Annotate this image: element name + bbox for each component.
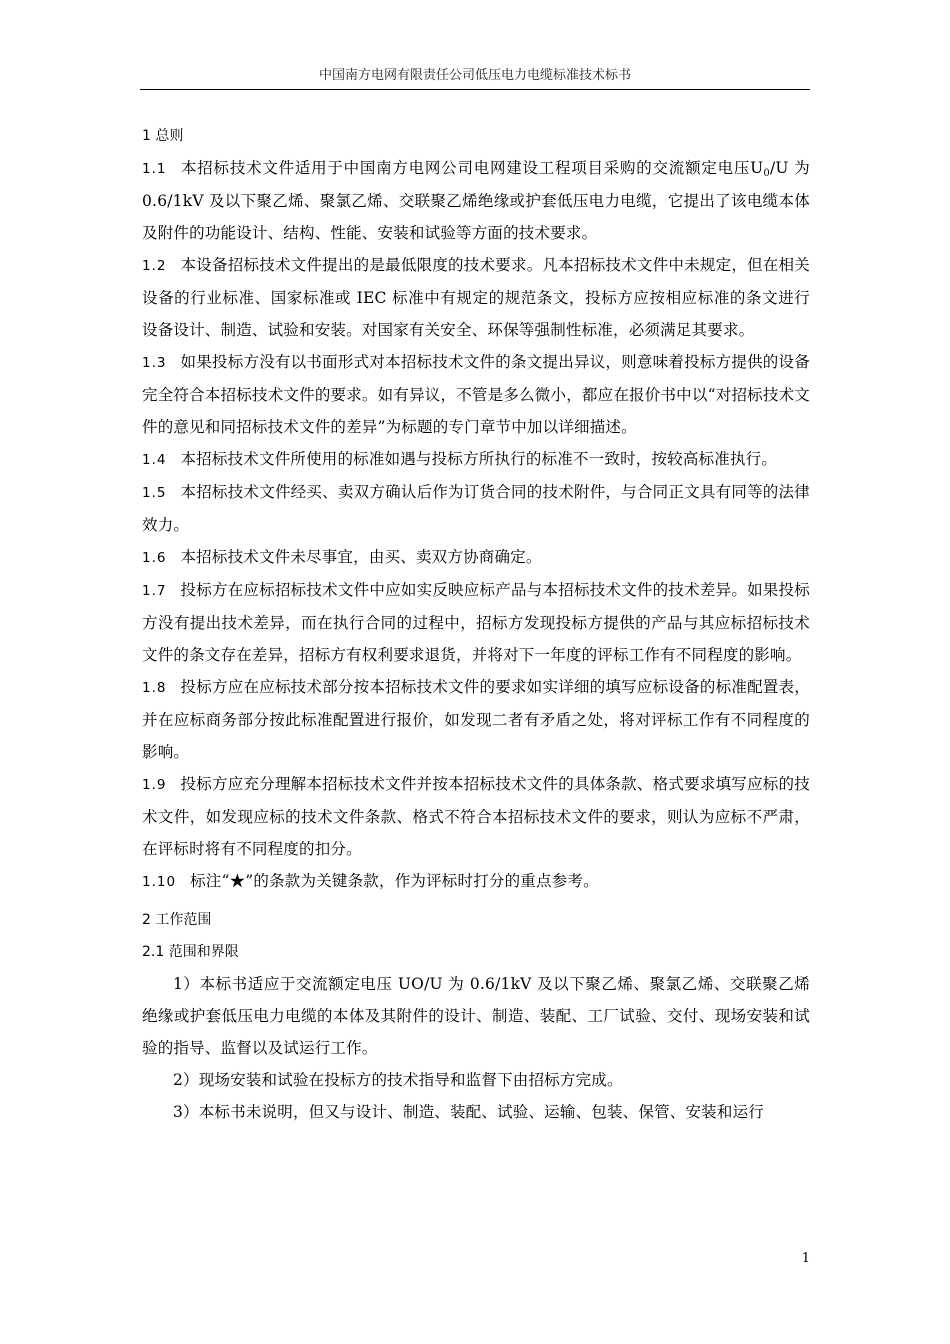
clause-text: 本招标技术文件所使用的标准如遇与投标方所执行的标准不一致时，按较高标准执行。: [180, 450, 778, 468]
page-header: 中国南方电网有限责任公司低压电力电缆标准技术标书: [318, 68, 631, 83]
clause-text: 如果投标方没有以书面形式对本招标技术文件的条文提出异议，则意味着投标方提供的设备完全符合本招标技术文件的要求。如有异议，不管是多么微小，都应在报价书中以“对招标技术文件的意见和同招标技术文件的差异”为标题的专门章节中加以详细描述。: [142, 353, 810, 436]
clause-text: 本招标技术文件适用于中国南方电网公司电网建设工程项目采购的交流额定电压U: [180, 159, 764, 177]
clause-text: 投标方应充分理解本招标技术文件并按本招标技术文件的具体条款、格式要求填写应标的技术文件，如发现应标的技术文件条款、格式不符合本招标技术文件的要求，则认为应标不严肃，在评标时将有不同程度的扣分。: [142, 775, 810, 858]
clause-number: 1.2: [142, 258, 167, 274]
clause-number: 1.7: [142, 583, 167, 599]
clause-subscript: 0: [763, 168, 770, 179]
clause-1-1: [142, 152, 810, 249]
subsection-heading-scope-limits: 2.1 范围和界限: [142, 944, 239, 960]
scope-item-1: 1）本标书适应于交流额定电压 UO/U 为 0.6/1kV 及以下聚乙烯、聚氯乙烯、交联聚乙烯绝缘或护套低压电力电缆的本体及其附件的设计、制造、装配、工厂试验、交付、现场安装和试验的指导、监督以及试运行工作。: [142, 975, 810, 1057]
section-heading-scope: 2 工作范围: [142, 912, 212, 928]
clause-number: 1.1: [142, 161, 167, 177]
clause-number: 1.8: [142, 680, 167, 696]
clause-number: 1.6: [142, 550, 167, 566]
clause-text: 本招标技术文件经买、卖双方确认后作为订货合同的技术附件，与合同正文具有同等的法律效力。: [142, 483, 810, 534]
clause-text: 本设备招标技术文件提出的是最低限度的技术要求。凡本招标技术文件中未规定，但在相关设备的行业标准、国家标准或 IEC 标准中有规定的规范条文，投标方应按相应标准的条文进行设备设计、制造、试验和安装。对国家有关安全、环保等强制性标准，必须满足其要求。: [142, 256, 810, 339]
clause-number: 1.5: [142, 485, 167, 501]
clause-number: 1.4: [142, 452, 167, 468]
header-divider: [140, 89, 810, 90]
clause-number: 1.9: [142, 777, 167, 793]
clause-1-5: [142, 476, 810, 541]
clause-1-9: [142, 768, 810, 865]
clause-number: 1.3: [142, 355, 167, 371]
clause-text: 投标方应在应标技术部分按本招标技术文件的要求如实详细的填写应标设备的标准配置表，并在应标商务部分按此标准配置进行报价，如发现二者有矛盾之处，将对评标工作有不同程度的影响。: [142, 678, 810, 761]
clause-text: 本招标技术文件未尽事宜，由买、卖双方协商确定。: [180, 548, 542, 566]
scope-item-3: 3）本标书未说明，但又与设计、制造、装配、试验、运输、包装、保管、安装和运行: [173, 1103, 764, 1121]
clause-1-4: [142, 443, 810, 476]
document-body: [142, 120, 810, 1128]
clause-1-10: [142, 865, 810, 898]
clause-number: 1.10: [142, 874, 177, 890]
clause-1-3: [142, 346, 810, 443]
scope-item-2: 2）现场安装和试验在投标方的技术指导和监督下由招标方完成。: [173, 1071, 623, 1089]
clause-text: 标注“★”的条款为关键条款，作为评标时打分的重点参考。: [190, 872, 599, 890]
clause-1-8: [142, 671, 810, 768]
clause-1-6: [142, 541, 810, 574]
clause-text-continued: /U 为 0.6/1kV 及以下聚乙烯、聚氯乙烯、交联聚乙烯绝缘或护套低压电力电缆，它提出了该电缆本体及附件的功能设计、结构、性能、安装和试验等方面的技术要求。: [142, 159, 811, 242]
clause-text: 投标方在应标招标技术文件中应如实反映应标产品与本招标技术文件的技术差异。如果投标方没有提出技术差异，而在执行合同的过程中，招标方发现投标方提供的产品与其应标招标技术文件的条文存在差异，招标方有权利要求退货，并将对下一年度的评标工作有不同程度的影响。: [142, 581, 810, 664]
clause-1-7: [142, 574, 810, 671]
section-heading-general: 1 总则: [142, 128, 184, 144]
page-number: 1: [801, 1251, 810, 1266]
clause-1-2: [142, 249, 810, 346]
